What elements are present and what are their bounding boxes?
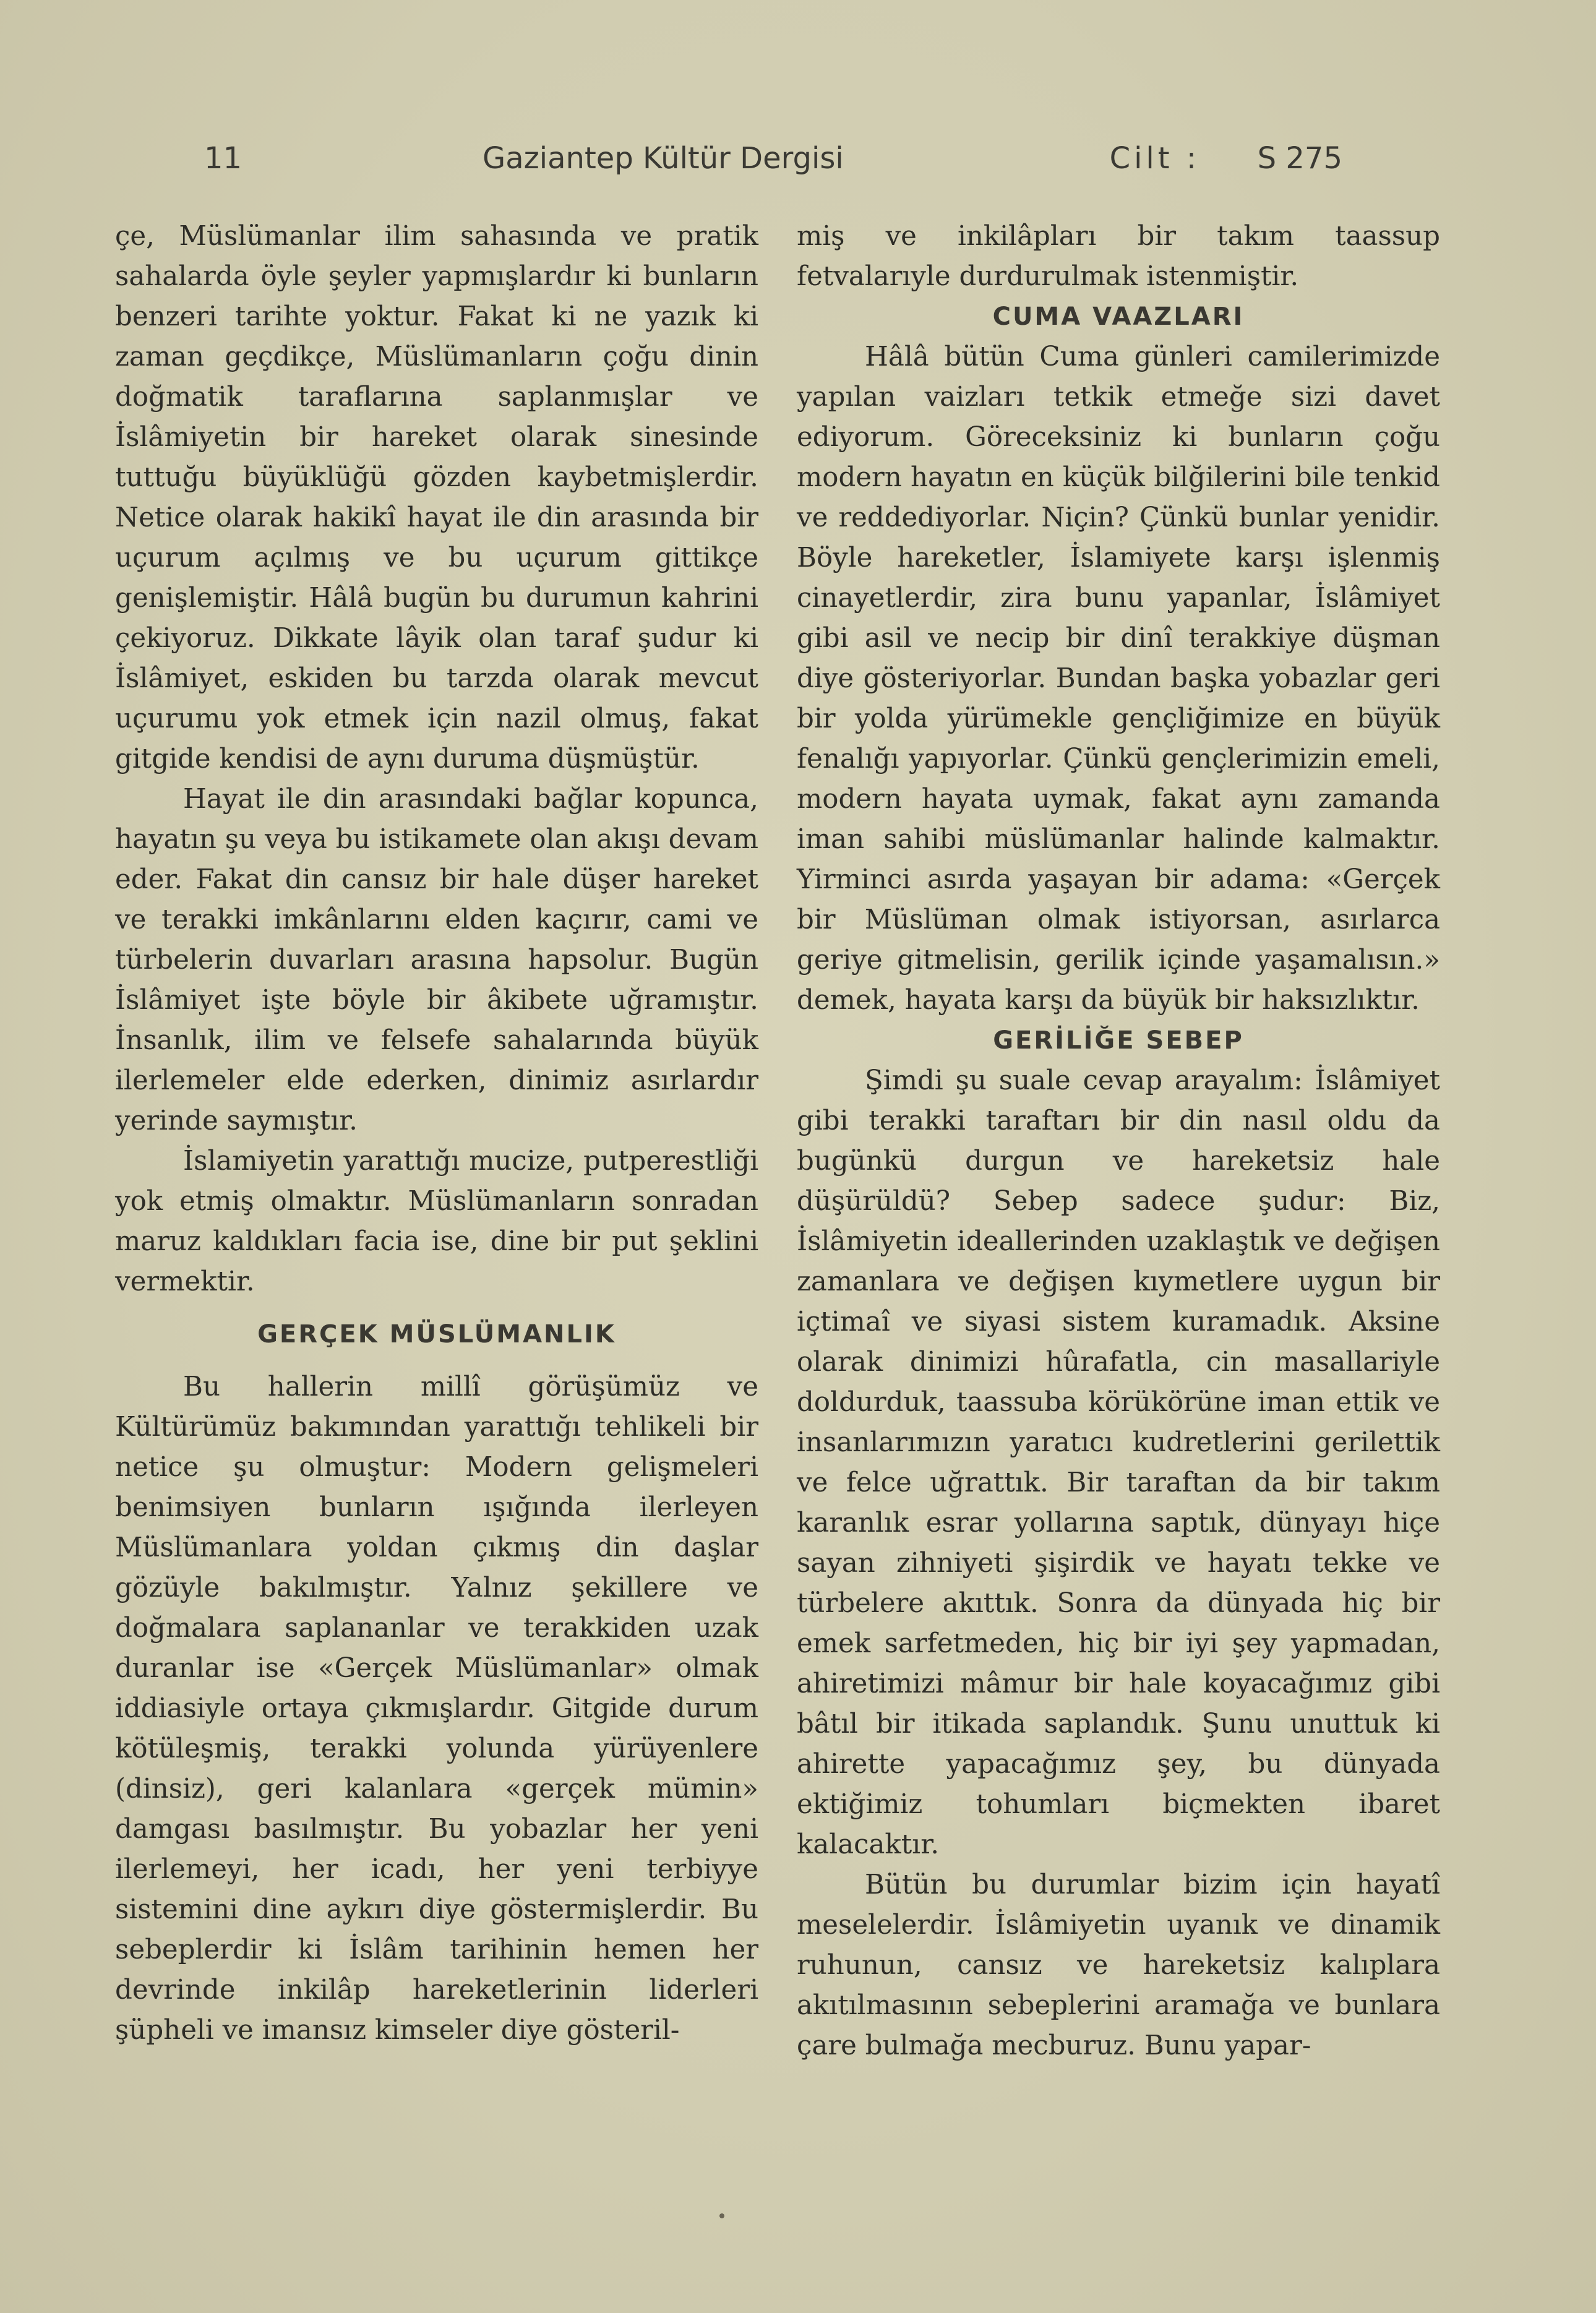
paragraph: Bütün bu durumlar bizim için hayatî meselelerdir. İslâmiyetin uyanık ve dinamik ruhunun, cansız ve hareketsiz kalıplara akıtılmasının sebeplerini aramağa ve bunlara çare bulmağa mecburuz. Bunu yapar- — [797, 1869, 1440, 2061]
volume-label: Cilt : — [1109, 141, 1200, 176]
right-column — [797, 217, 1440, 2066]
paragraph: İslamiyetin yarattığı mucize, putperestliği yok etmiş olmaktır. Müslümanların sonradan maruz kaldıkları facia ise, dine bir put şeklini vermektir. — [115, 1146, 758, 1297]
paragraph: Bu hallerin millî görüşümüz ve Kültürümüz bakımından yarattığı tehlikeli bir netice şu olmuştur: Modern gelişmeleri benimsiyen bunların ışığında ilerleyen Müslümanlara yoldan çıkmış din daşlar gözüyle bakılmıştır. Yalnız şekillere ve doğmalara saplananlar ve terakkiden uzak duranlar ise «Gerçek Müslümanlar» olmak iddiasiyle ortaya çıkmışlardır. Gitgide durum kötüleşmiş, terakki yolunda yürüyenlere (dinsiz), geri kalanlara «gerçek mümin» damgası basılmıştır. Bu yobazlar her yeni ilerlemeyi, her icadı, her yeni terbiyye sistemini dine aykırı diye göstermişlerdir. Bu sebeplerdir ki İslâm tarihinin hemen her devrinde inkilâp hareketlerinin liderleri şüpheli ve imansız kimseler diye gösteril- — [115, 1371, 758, 2046]
ink-speck — [719, 2213, 724, 2218]
section-heading: GERÇEK MÜSLÜMANLIK — [257, 1320, 616, 1349]
left-column — [115, 217, 758, 2051]
running-header — [192, 141, 1423, 197]
section-heading: CUMA VAAZLARI — [992, 303, 1245, 331]
page-number: 11 — [204, 141, 242, 176]
paragraph: miş ve inkilâpları bir takım taassup fetvalarıyle durdurulmak istenmiştir. — [797, 221, 1440, 292]
paragraph: çe, Müslümanlar ilim sahasında ve pratik sahalarda öyle şeyler yapmışlardır ki bunların benzeri tarihte yoktur. Fakat ki ne yazık ki zaman geçdikçe, Müslümanların çoğu dinin doğmatik taraflarına saplanmışlar ve İslâmiyetin bir hareket olarak sinesinde tuttuğu büyüklüğü gözden kaybetmişlerdir. Netice olarak hakikî hayat ile din arasında bir uçurum açılmış ve bu uçurum gittikçe genişlemiştir. Hâlâ bugün bu durumun kahrini çekiyoruz. Dikkate lâyik olan taraf şudur ki İslâmiyet, eskiden bu tarzda olarak mevcut uçurumu yok etmek için nazil olmuş, fakat gitgide kendisi de aynı duruma düşmüştür. — [115, 221, 758, 775]
issue-number: S 275 — [1257, 141, 1342, 176]
journal-title: Gaziantep Kültür Dergisi — [483, 141, 844, 176]
section-heading: GERİLİĞE SEBEP — [993, 1026, 1244, 1055]
paragraph: Şimdi şu suale cevap arayalım: İslâmiyet gibi terakki taraftarı bir din nasıl oldu da bugünkü durgun ve hareketsiz hale düşürüldü? Sebep sadece şudur: Biz, İslâmiyetin ideallerinden uzaklaştık ve değişen zamanlara ve değişen kıymetlere uygun bir içtimaî ve siyasi sistem kuramadık. Aksine olarak dinimizi hûrafatla, cin masallariyle doldurduk, taassuba körükörüne iman ettik ve insanlarımızın yaratıcı kudretlerini gerilettik ve felce uğrattık. Bir taraftan da bir takım karanlık esrar yollarına saptık, dünyayı hiçe sayan zihniyeti şişirdik ve hayatı tekke ve türbelere akıttık. Sonra da dünyada hiç bir emek sarfetmeden, hiç bir iyi şey yapmadan, ahiretimizi mâmur bir hale koyacağımız gibi bâtıl bir itikada saplandık. Şunu unuttuk ki ahirette yapacağımız şey, bu dünyada ektiğimiz tohumları biçmekten ibaret kalacaktır. — [797, 1065, 1440, 1860]
paragraph: Hâlâ bütün Cuma günleri camilerimizde yapılan vaizları tetkik etmeğe sizi davet ediyorum. Göreceksiniz ki bunların çoğu modern hayatın en küçük bilğilerini bile tenkid ve reddediyorlar. Niçin? Çünkü bunlar yenidir. Böyle hareketler, İslamiyete karşı işlenmiş cinayetlerdir, zira bunu yapanlar, İslâmiyet gibi asil ve necip bir dinî terakkiye düşman diye gösteriyorlar. Bundan başka yobazlar geri bir yolda yürümekle gençliğimize en büyük fenalığı yapıyorlar. Çünkü gençlerimizin emeli, modern hayata uymak, fakat aynı zamanda iman sahibi müslümanlar halinde kalmaktır. Yirminci asırda yaşayan bir adama: «Gerçek bir Müslüman olmak istiyorsan, asırlarca geriye gitmelisin, gerilik içinde yaşamalısın.» demek, hayata karşı da büyük bir haksızlıktır. — [797, 341, 1440, 1016]
paragraph: Hayat ile din arasındaki bağlar kopunca, hayatın şu veya bu istikamete olan akışı devam eder. Fakat din cansız bir hale düşer hareket ve terakki imkânlarını elden kaçırır, cami ve türbelerin duvarları arasına hapsolur. Bugün İslâmiyet işte böyle bir âkibete uğramıştır. İnsanlık, ilim ve felsefe sahalarında büyük ilerlemeler elde ederken, dinimiz asırlardır yerinde saymıştır. — [115, 784, 758, 1136]
